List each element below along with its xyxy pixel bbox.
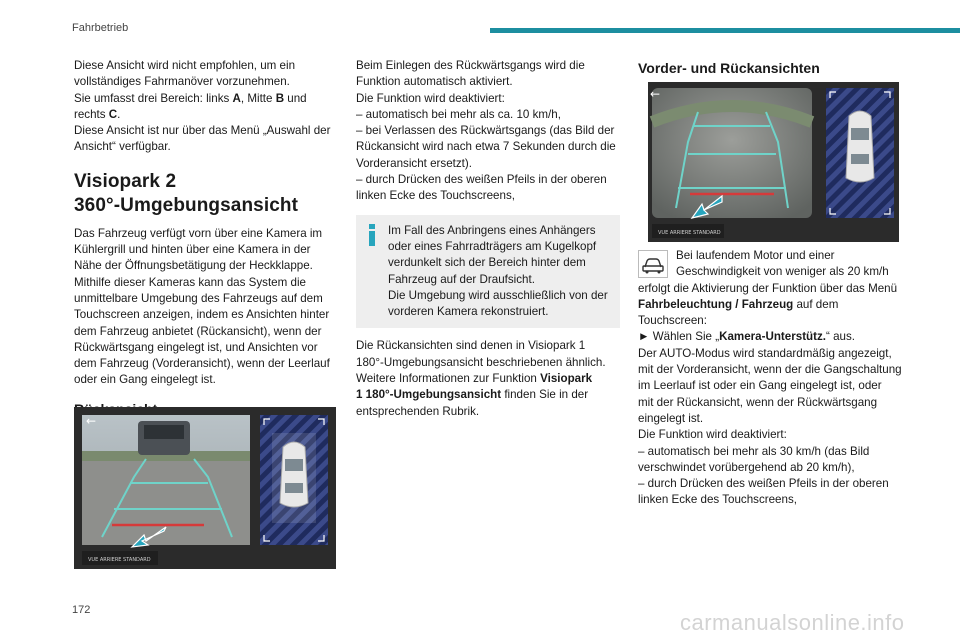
views-text: Sie umfasst drei Bereich: links bbox=[74, 91, 233, 105]
front-rear-view-screen-image bbox=[648, 82, 899, 242]
activation-text-start: Bei laufendem Motor und einer Geschwindigkeit von weniger als 20 km/h erfolgt die Aktivierung der Funktion über das Menü bbox=[638, 249, 898, 295]
select-suffix: “ aus. bbox=[826, 330, 856, 344]
intro-paragraph: Diese Ansicht wird nicht empfohlen, um ein vollständiges Fahrmanöver vorzunehmen. bbox=[74, 59, 296, 89]
menu-path: Fahrbeleuchtung / Fahrzeug bbox=[638, 297, 794, 311]
column-middle bbox=[356, 58, 620, 420]
visiopark-body: Das Fahrzeug verfügt vorn über eine Kamera im Kühlergrill und hinten über eine Kamera in der Nähe der Öffnungsbetätigung der Heckklappe. Mithilfe dieser Kameras kann das System die unmittelbare Umgebung des Fahrzeugs auf dem Touchscreen anzeigen, indem es Ansichten hinter dem Fahrzeug anbietet (Rückansicht), wenn der Rückwärtsgang eingelegt ist, und Ansichten vor dem Fahrzeug (Vorderansicht), wenn der Leerlauf oder ein Gang eingelegt ist. bbox=[74, 226, 330, 387]
views-text: . bbox=[117, 107, 121, 121]
view-label-text: VUE ARRIERE STANDARD bbox=[658, 230, 721, 236]
activation-paragraph: Beim Einlegen des Rückwärtsgangs wird die Funktion automatisch aktiviert. Die Funktion wird deaktiviert: – automatisch bei mehr als ca. 10 km/h, – bei Verlassen des Rückwärtsgangs (das Bild der Rückansicht wird nach etwa 7 Sekunden durch die Vorderansicht ersetzt). – durch Drücken des weißen Pfeils in der oberen linken Ecke des Touchscreens, bbox=[356, 59, 616, 203]
column-left bbox=[74, 58, 336, 431]
activation-text-end: auf dem Touchscreen: bbox=[638, 297, 839, 328]
select-prefix: ► Wählen Sie „ bbox=[638, 330, 720, 344]
page-header-title: Fahrbetrieb bbox=[72, 22, 129, 34]
views-paragraph bbox=[74, 91, 336, 124]
heading-line-2: 360°-Umgebungsansicht bbox=[74, 194, 299, 216]
front-rear-views-heading: Vorder- und Rückansichten bbox=[638, 60, 820, 76]
menu-note-paragraph: Diese Ansicht ist nur über das Menü „Auswahl der Ansicht“ verfügbar. bbox=[74, 124, 331, 154]
back-arrow-icon: ← bbox=[650, 87, 661, 101]
info-box bbox=[356, 215, 620, 329]
visiopark-2-heading bbox=[74, 170, 336, 218]
rear-camera-illustration bbox=[74, 407, 336, 569]
heading-line-1: Visiopark 2 bbox=[74, 170, 177, 192]
auto-mode-paragraph: Der AUTO-Modus wird standardmäßig angezeigt, mit der Vorderansicht, wenn der die Gangschaltung im Leerlauf ist oder ein Gang eingelegt ist, oder mit der Rückansicht, wenn der Rückwärtsgang eingelegt ist. Die Funktion wird deaktiviert: – automatisch bei mehr als 30 km/h (das Bild verschwindet vorübergehend ab 20 km/h), – durch Drücken des weißen Pfeils in der oberen linken Ecke des Touchscreens, bbox=[638, 346, 902, 507]
rear-views-text: Die Rückansichten sind denen in Visiopark 1 180°-Umgebungsansicht beschriebenen ähnlich. Weitere Informationen zur Funktion bbox=[356, 339, 606, 386]
view-b-label: B bbox=[275, 91, 285, 105]
view-a-label: A bbox=[232, 91, 241, 105]
info-icon bbox=[366, 224, 378, 246]
watermark: carmanualsonline.info bbox=[680, 610, 905, 635]
rear-views-text: finden Sie in der entsprechenden Rubrik. bbox=[356, 388, 589, 418]
rear-view-screen-image bbox=[74, 407, 336, 569]
column-right-body bbox=[638, 248, 902, 509]
back-arrow-icon: ← bbox=[86, 414, 97, 428]
visiopark-1-reference: Visiopark 1 180°-Umgebungsansicht bbox=[356, 372, 593, 402]
page-number: 172 bbox=[72, 604, 91, 616]
view-c-label: C bbox=[108, 107, 118, 121]
views-text: , Mitte bbox=[240, 91, 276, 105]
rear-views-paragraph bbox=[356, 338, 620, 419]
header-accent-bar bbox=[490, 28, 960, 33]
view-label-text: VUE ARRIERE STANDARD bbox=[88, 557, 151, 563]
select-instruction bbox=[638, 329, 902, 345]
camera-assist-option: Kamera-Unterstütz. bbox=[719, 330, 827, 344]
info-text: Im Fall des Anbringens eines Anhängers oder eines Fahrradträgers am Kugelkopf verdunkelt sich der Bereich hinter dem Fahrzeug auf der Draufsicht. Die Umgebung wird ausschließlich von der vorderen Kamera rekonstruiert. bbox=[388, 223, 608, 319]
activation-block bbox=[638, 248, 902, 329]
front-camera-illustration bbox=[648, 82, 899, 242]
activation-text bbox=[638, 248, 902, 329]
car-menu-icon bbox=[638, 250, 668, 278]
views-text: und rechts bbox=[74, 91, 307, 121]
